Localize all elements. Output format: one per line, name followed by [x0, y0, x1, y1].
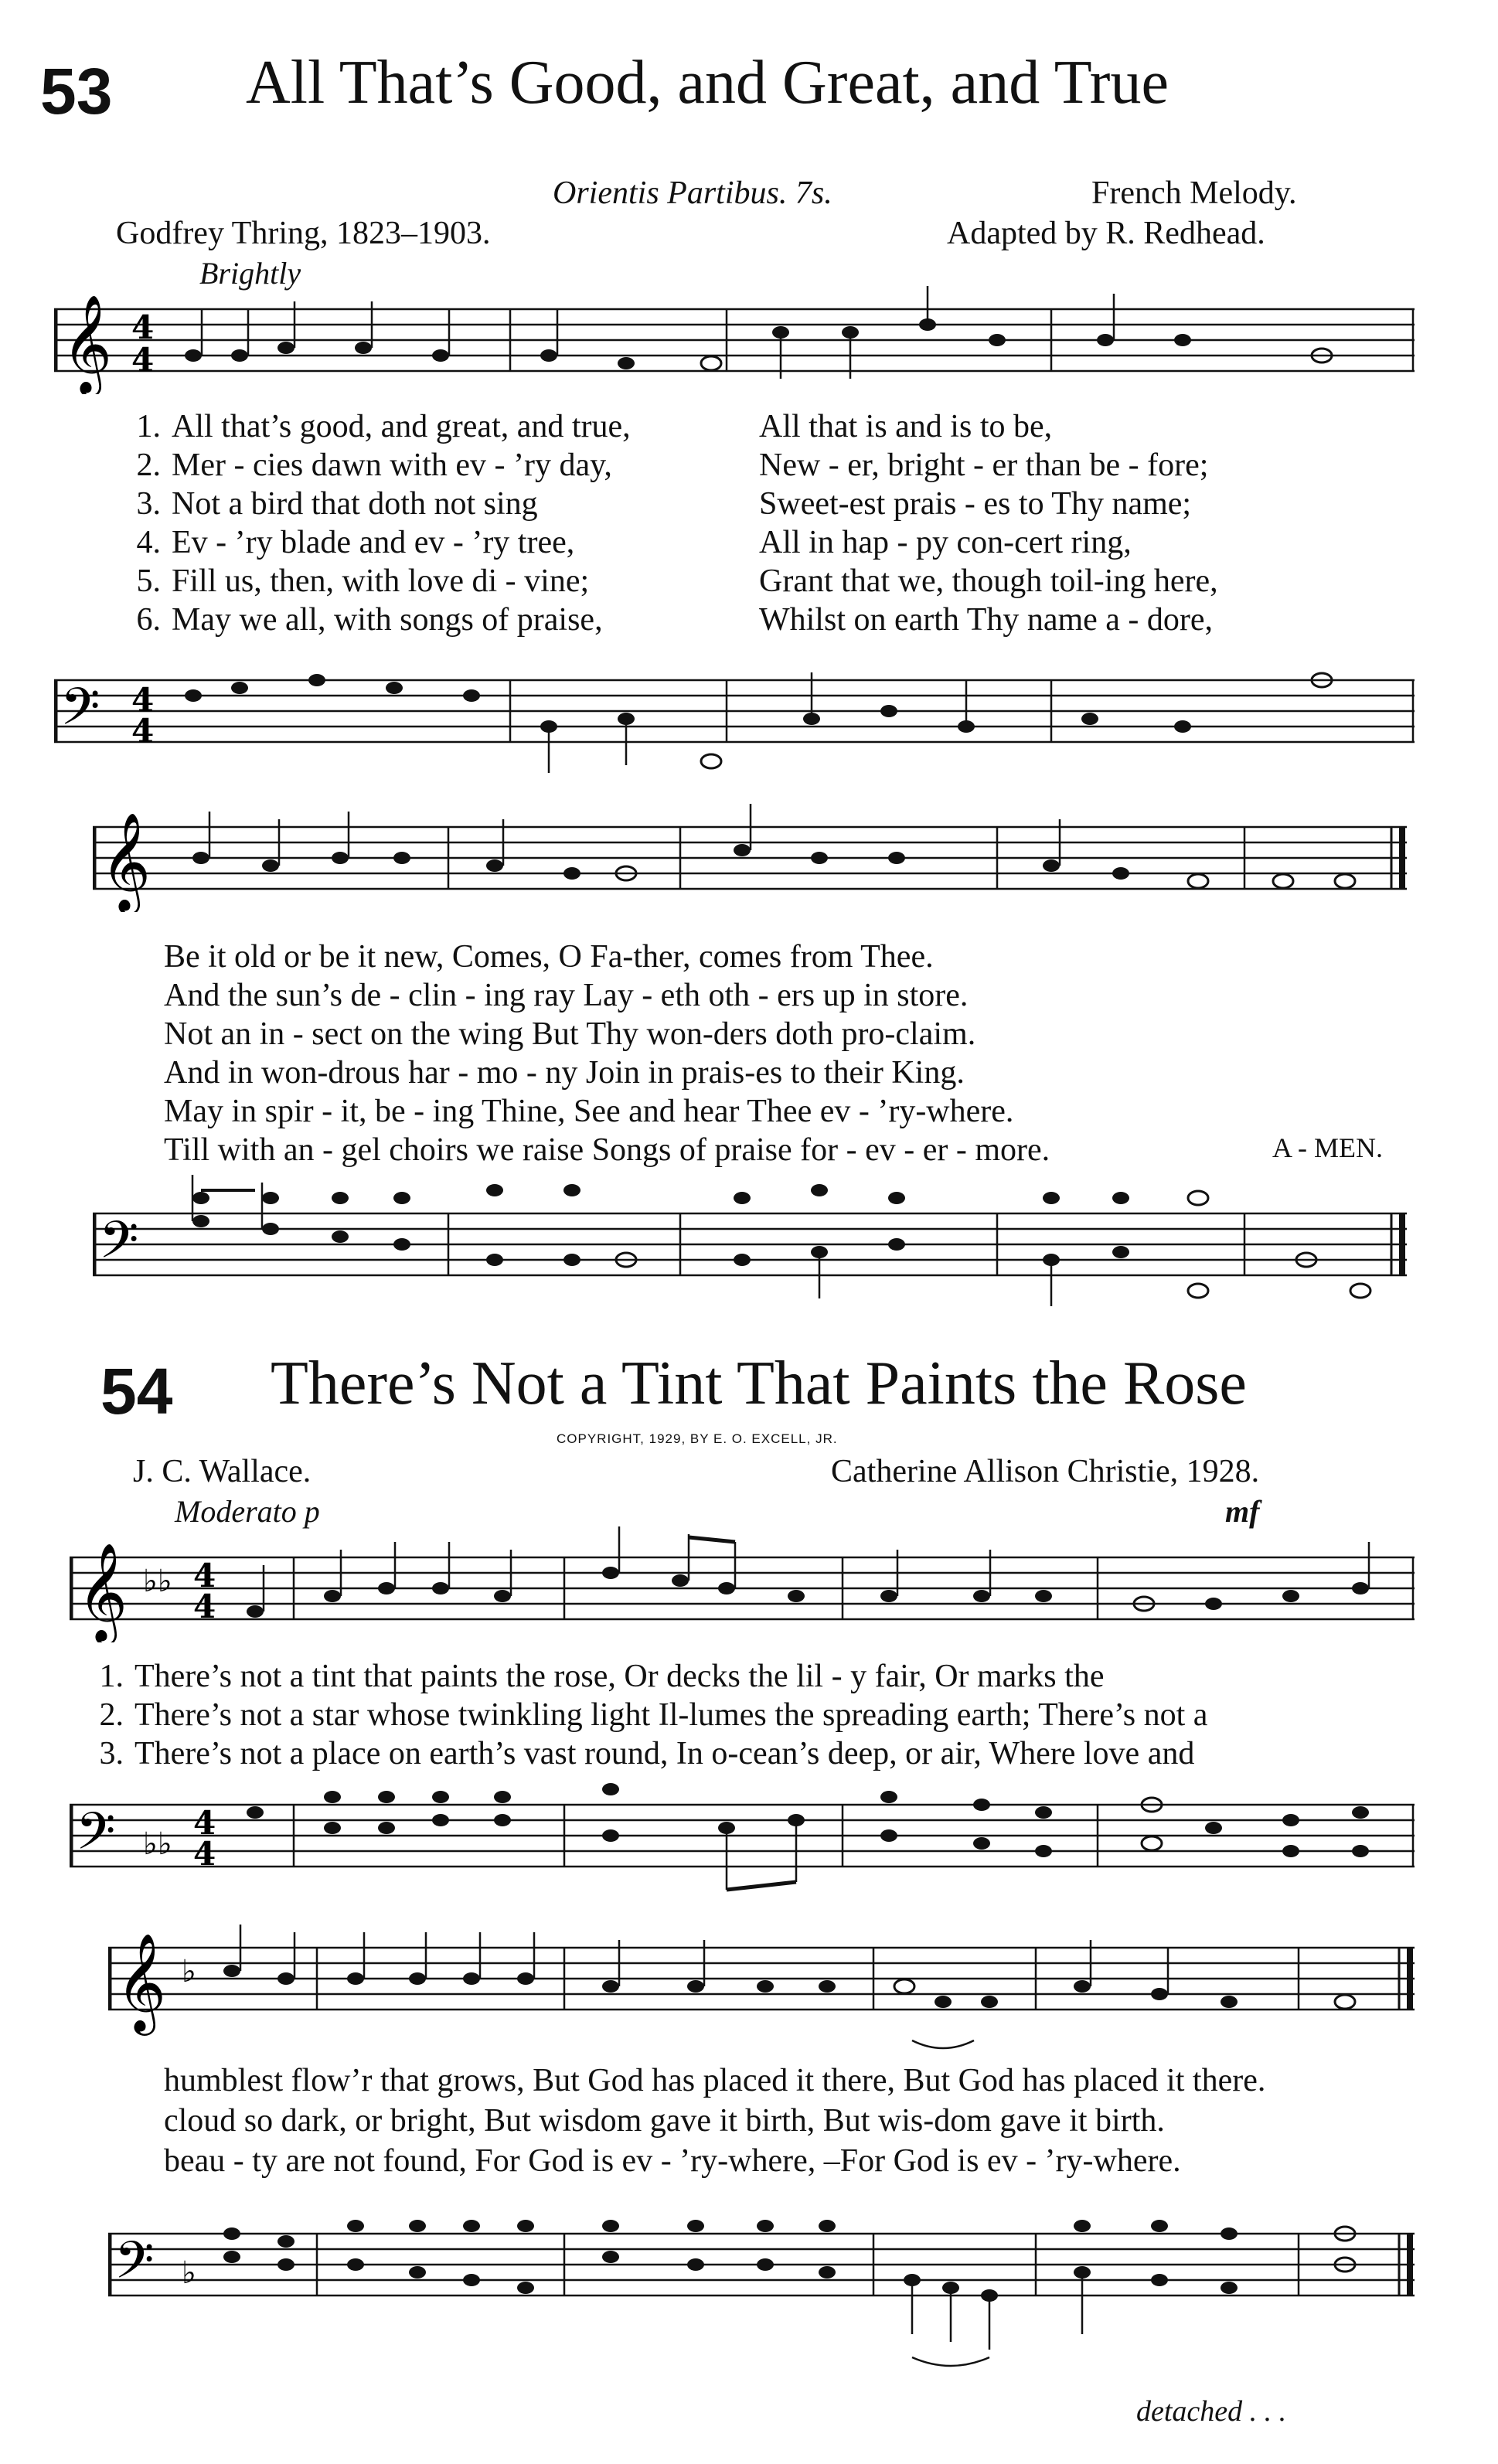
hymn-53-system1-treble-staff [54, 286, 1415, 394]
hymn-54-author: J. C. Wallace. [133, 1454, 312, 1489]
hymn-53-composer: French Melody. [1091, 175, 1297, 211]
svg-text:𝄞: 𝄞 [62, 294, 113, 393]
verse-text-a: Fill us, then, with love di - vine; [172, 563, 590, 599]
hymn-53-system2-treble-staff [93, 796, 1407, 912]
verse-line: cloud so dark, or bright, But wisdom gave it birth, But wis-dom gave it birth. [164, 2103, 1165, 2139]
verse-line [77, 1658, 1104, 1695]
verse-text-b: Sweet-est prais - es to Thy name; [759, 486, 1192, 522]
hymn-53-system2-verses [164, 938, 1439, 1178]
svg-text:4: 4 [193, 1835, 216, 1873]
verse-line [114, 408, 1052, 445]
verse-text-b: All that is and is to be, [759, 409, 1053, 444]
svg-text:4: 4 [131, 341, 155, 379]
verse-text: There’s not a star whose twinkling light Il-lumes the spreading earth; There’s not a [134, 1697, 1208, 1733]
verse-number: 2. [136, 448, 161, 483]
hymn-53-tune: Orientis Partibus. 7s. [553, 175, 832, 211]
amen-text: A - MEN. [1272, 1132, 1383, 1163]
hymn-54-copyright: COPYRIGHT, 1929, BY E. O. EXCELL, JR. [557, 1431, 838, 1446]
verse-text-b: New - er, bright - er than be - fore; [759, 448, 1209, 483]
verse-line: And in won-drous har - mo - ny Join in prais-es to their King. [164, 1055, 965, 1091]
hymn-53-system1-bass-staff [54, 649, 1415, 781]
verse-line [114, 524, 1132, 561]
hymn-53-number: 53 [40, 55, 113, 128]
hymn-53-system2-bass-staff [93, 1175, 1407, 1314]
svg-text:𝄢: 𝄢 [99, 1210, 139, 1282]
hymn-54-system2-verses [164, 2062, 1439, 2186]
hymn-53-system1-verses [114, 408, 1428, 648]
verse-line [114, 601, 1213, 638]
hymn-53-tempo: Brightly [199, 256, 301, 291]
verse-number: 3. [99, 1736, 124, 1771]
svg-text:♭: ♭ [182, 1954, 196, 1989]
verse-line: And the sun’s de - clin - ing ray Lay - eth oth - ers up in store. [164, 978, 969, 1013]
verse-text-b: Whilst on earth Thy name a - dore, [759, 602, 1214, 638]
verse-line: beau - ty are not found, For God is ev - ’ry-where, –For God is ev - ’ry-where. [164, 2143, 1181, 2179]
verse-number: 6. [136, 602, 161, 638]
verse-text-a: Not a bird that doth not sing [172, 486, 538, 522]
svg-text:♭: ♭ [182, 2255, 196, 2291]
svg-text:4: 4 [131, 712, 155, 750]
verse-line: humblest flow’r that grows, But God has placed it there, But God has placed it there. [164, 2063, 1266, 2098]
verse-line: Be it old or be it new, Comes, O Fa-ther, comes from Thee. [164, 939, 934, 975]
verse-number: 2. [99, 1697, 124, 1733]
svg-text:4: 4 [193, 1588, 216, 1625]
svg-text:𝄞: 𝄞 [77, 1542, 128, 1641]
verse-line [114, 563, 1218, 600]
verse-text-a: Ev - ’ry blade and ev - ’ry tree, [172, 525, 575, 560]
hymn-54-system2-treble-staff [108, 1917, 1415, 2056]
verse-line [114, 447, 1208, 484]
hymn-53-author: Godfrey Thring, 1823–1903. [116, 216, 491, 251]
hymn-54-title: There’s Not a Tint That Paints the Rose [271, 1349, 1247, 1417]
hymn-54-system2-bass-staff [108, 2180, 1415, 2381]
verse-line [114, 485, 1191, 522]
verse-text-b: Grant that we, though toil-ing here, [759, 563, 1218, 599]
svg-text:4: 4 [193, 1557, 216, 1594]
verse-line [77, 1697, 1207, 1734]
verse-line: Not an in - sect on the wing But Thy won-ders doth pro-claim. [164, 1016, 976, 1052]
svg-text:4: 4 [131, 308, 155, 346]
svg-text:4: 4 [131, 681, 155, 719]
verse-number: 5. [136, 563, 161, 599]
verse-number: 3. [136, 486, 161, 522]
verse-text: There’s not a place on earth’s vast round, In o-cean’s deep, or air, Where love and [134, 1736, 1195, 1771]
svg-text:𝄢: 𝄢 [114, 2231, 155, 2302]
verse-text: There’s not a tint that paints the rose, Or decks the lil - y fair, Or marks the [134, 1659, 1105, 1694]
svg-text:♭♭: ♭♭ [143, 1826, 172, 1862]
hymn-54-footnote: detached . . . [1136, 2395, 1287, 2428]
hymn-54-number: 54 [100, 1355, 173, 1428]
svg-text:𝄞: 𝄞 [116, 1932, 167, 2031]
verse-line: May in spir - it, be - ing Thine, See and hear Thee ev - ’ry-where. [164, 1094, 1014, 1129]
verse-number: 1. [136, 409, 161, 444]
hymn-54-system1-verses [77, 1658, 1438, 1782]
svg-text:♭♭: ♭♭ [143, 1564, 172, 1599]
verse-text-a: All that’s good, and great, and true, [172, 409, 631, 444]
hymn-53-title: All That’s Good, and Great, and True [246, 49, 1169, 117]
hymn-54-dynamic: mf [1225, 1494, 1260, 1529]
svg-text:𝄞: 𝄞 [100, 812, 152, 910]
verse-text-b: All in hap - py con-cert ring, [759, 525, 1132, 560]
verse-text-a: Mer - cies dawn with ev - ’ry day, [172, 448, 612, 483]
hymn-54-composer: Catherine Allison Christie, 1928. [831, 1454, 1260, 1489]
svg-text:4: 4 [193, 1804, 216, 1842]
hymn-54-system1-treble-staff [70, 1526, 1415, 1642]
hymn-54-system1-bass-staff [70, 1774, 1415, 1905]
verse-number: 1. [99, 1659, 124, 1694]
svg-text:𝄢: 𝄢 [76, 1802, 116, 1874]
verse-number: 4. [136, 525, 161, 560]
verse-line [77, 1735, 1194, 1772]
svg-text:𝄢: 𝄢 [60, 677, 100, 749]
verse-line: Till with an - gel choirs we raise Songs of praise for - ev - er - more. [164, 1132, 1050, 1168]
verse-text-a: May we all, with songs of praise, [172, 602, 603, 638]
hymn-54-tempo: Moderato p [175, 1494, 320, 1529]
hymn-53-arranger: Adapted by R. Redhead. [947, 216, 1265, 251]
